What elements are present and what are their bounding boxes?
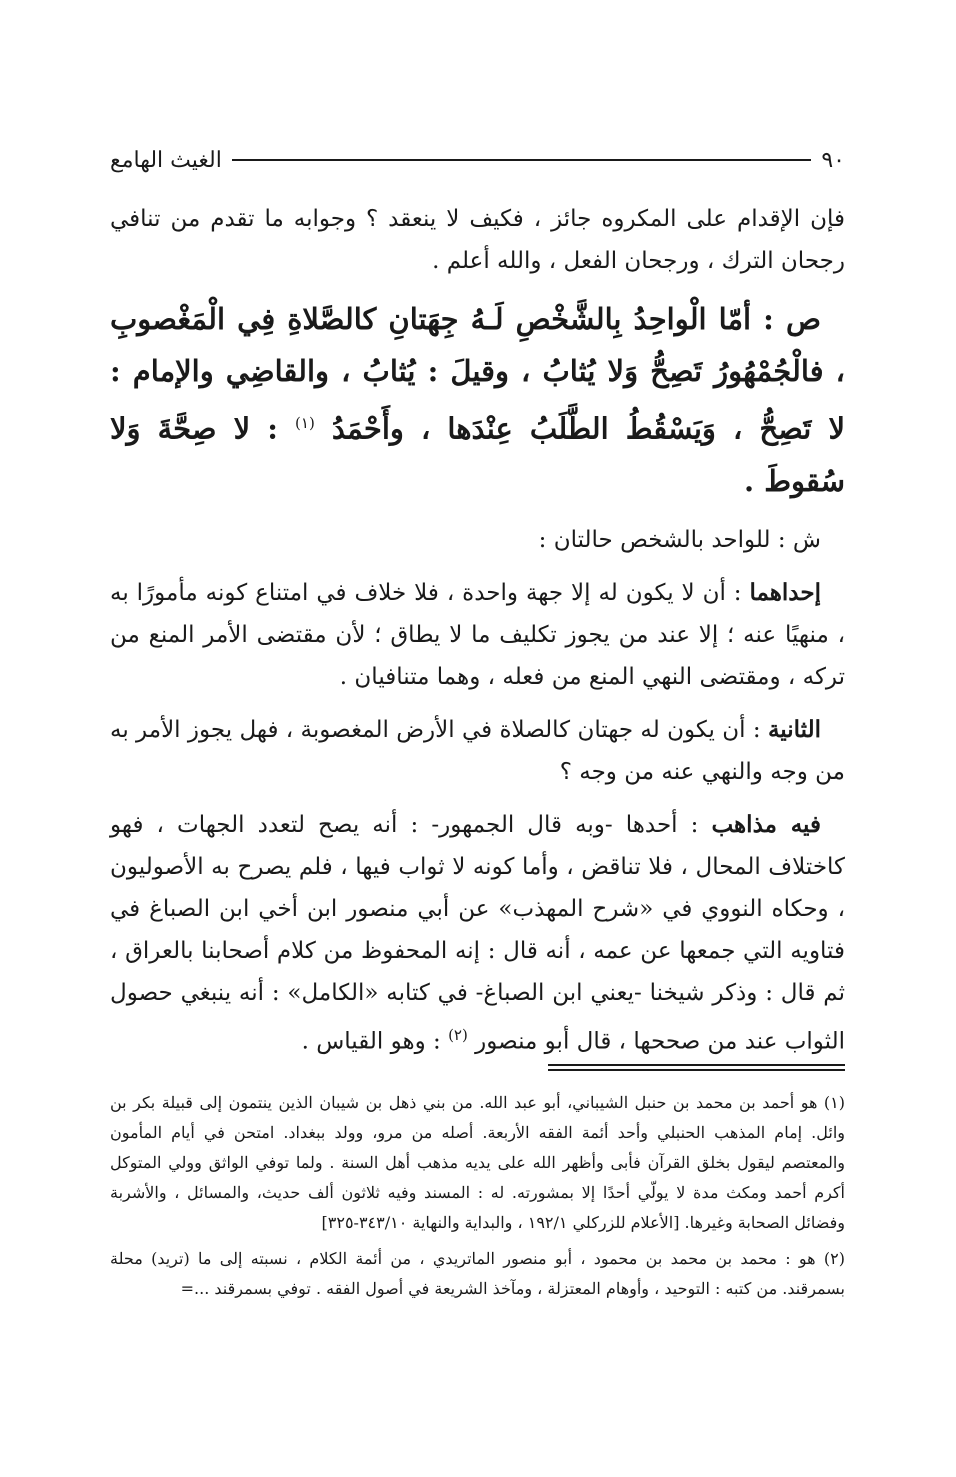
sharh-intro: ش : للواحد بالشخص حالتان : <box>538 526 821 553</box>
page-number: ٩٠ <box>821 147 845 173</box>
footnote-divider <box>548 1064 845 1071</box>
footnotes <box>110 1088 845 1310</box>
madhahib-label: فيه مذاهب <box>711 810 821 838</box>
second-case-text: : أن يكون له جهتان كالصلاة في الأرض المغصوبة ، فهل يجوز الأمر به من وجه والنهي عنه من وجه ؟ <box>110 716 845 785</box>
footnote-2: (٢) هو : محمد بن محمد بن محمود ، أبو منصور الماتريدي ، من أئمة الكلام ، نسبته إلى ما (تريد) محلة بسمرقند. من كتبه : التوحيد ، وأوهام المعتزلة ، ومآخذ الشريعة في أصول الفقه . توفي بسمرقند ...= <box>110 1249 845 1298</box>
second-case-label: الثانية <box>767 715 821 743</box>
header-rule <box>232 159 812 161</box>
paragraph-continuation: فإن الإقدام على المكروه جائز ، فكيف لا ينعقد ؟ وجوابه ما تقدم من تنافي رجحان الترك ، ورجحان الفعل ، والله أعلم . <box>110 206 845 274</box>
running-title: الغيث الهامع <box>110 147 222 173</box>
page-header <box>110 140 845 180</box>
paragraph-second-case <box>110 709 845 793</box>
footnote-ref-1: (١) <box>295 414 315 432</box>
matn-text-b: : لا صِحَّةَ وَلا سُقوطَ . <box>110 411 845 498</box>
matn-paragraph <box>110 293 845 507</box>
madhahib-text-b: : وهو القياس . <box>301 1028 441 1055</box>
footnote-1: (١) هو أحمد بن محمد بن حنبل الشيباني، أبو عبد الله. من بني ذهل بن شيبان الذين ينتمون إلى قبيلة بكر بن وائل. إمام المذهب الحنبلي وأحد أئمة الفقه الأربعة. أصله من مرو، وولد ببغداد. امتحن في أيام المأمون والمعتصم ليقول بخلق القرآن فأبى وأظهر الله على يديه مذهب أهل السنة . ولما توفي الواثق وولي المتوكل أكرم أحمد ومكث مدة لا يولّي أحدًا إلا بمشورته. له : المسند وفيه ثلاثون ألف حديث، والمسائل ، والأشربة وفضائل الصحابة وغيرها. [الأعلام للزركلي ١٩٢/١ ، والبداية والنهاية ٣٤٣/١٠-٣٢٥] <box>110 1093 846 1232</box>
first-case-text: : أن لا يكون له إلا جهة واحدة ، فلا خلاف في امتناع كونه مأمورًا به ، منهيًا عنه ؛ إلا عند من يجوز تكليف ما لا يطاق ؛ لأن مقتضى الأمر المنع من تركه ، ومقتضى النهي المنع من فعله ، وهما متنافيان . <box>110 579 845 690</box>
paragraph-madhahib <box>110 804 845 1063</box>
matn-text-a: ص : أمّا الْواحِدُ بِالشَّخْصِ لَـهُ جِهَتانِ كالصَّلاةِ فِي الْمَغْصوبِ ، فالْجُمْهُورُ تَصِحُّ وَلا يُثابُ ، وقيلَ : يُثابُ ، والقاضِي والإمام : لا تَصِحُّ ، وَيَسْقُطُ الطَّلَبُ عِنْدَها ، وأَحْمَدُ <box>110 302 845 446</box>
paragraph-first-case <box>110 572 845 698</box>
madhahib-text-a: : أحدها -وبه قال الجمهور- : أنه يصح لتعدد الجهات ، فهو كاختلاف المحال ، فلا تناقض ، وأما كونه لا ثواب فيها ، فلم يصرح به الأصوليون ، وحكاه النووي في «شرح المهذب» عن أبي منصور ابن أخي ابن الصباغ في فتاويه التي جمعها عن عمه ، أنه قال : إنه المحفوظ من كلام أصحابنا بالعراق ، ثم قال : وذكر شيخنا -يعني ابن الصباغ- في كتابه «الكامل» : أنه ينبغي حصول الثواب عند من صححها ، قال أبو منصور <box>110 811 845 1055</box>
first-case-label: إحداهما <box>749 578 821 606</box>
footnote-ref-2: (٢) <box>448 1025 468 1044</box>
main-text <box>110 198 845 1073</box>
